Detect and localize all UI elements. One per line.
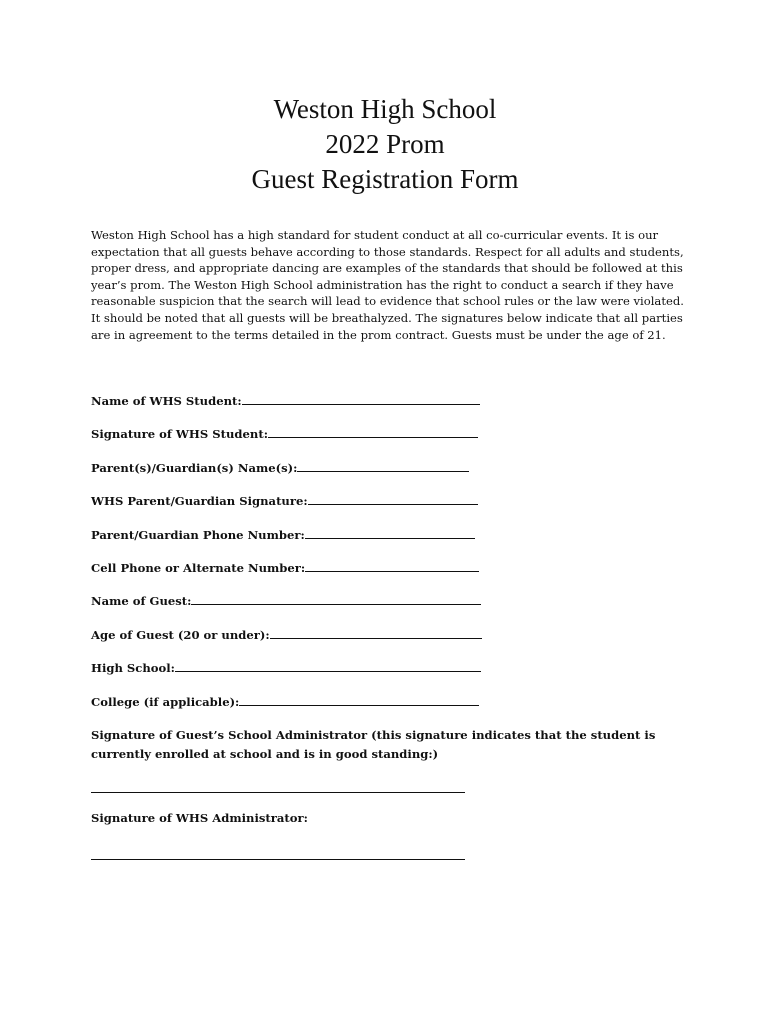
guest-school-admin-label: Signature of Guest’s School Administrator (this signature indicates that the student is currently enrolled at school and is in good standing:): [91, 728, 656, 761]
parent-names-line[interactable]: [297, 460, 469, 472]
intro-paragraph-conduct: Weston High School has a high standard for student conduct at all co-curricular events. It is our expectation that all guests behave according to those standards. Respect for all adults and students, proper dress, and appropriate dancing are examples of the standards that should be followed at this year’s prom. The Weston High School administration has the right to conduct a search if they have reasonable suspicion that the search will lead to evidence that school rules or the law were violated.: [91, 228, 684, 309]
parent-names-field[interactable]: [91, 460, 691, 493]
parent-names-label: Parent(s)/Guardian(s) Name(s):: [91, 460, 298, 475]
whs-student-name-field[interactable]: [91, 393, 691, 426]
whs-student-name-line[interactable]: [242, 393, 480, 405]
parent-signature-field[interactable]: [91, 493, 691, 526]
cell-phone-label: Cell Phone or Alternate Number:: [91, 560, 306, 575]
intro-paragraph-breathalyzer: It should be noted that all guests will be breathalyzed. The signatures below indicate that all parties are in agreement to the terms detailed in the prom contract. Guests must be under the age of 21.: [91, 310, 683, 342]
college-line[interactable]: [239, 694, 479, 706]
high-school-line[interactable]: [175, 660, 481, 672]
event-heading: 2022 Prom: [325, 129, 445, 159]
college-field[interactable]: [91, 694, 691, 727]
whs-student-name-label: Name of WHS Student:: [91, 394, 242, 408]
parent-phone-field[interactable]: [91, 527, 691, 560]
parent-signature-line[interactable]: [308, 493, 478, 505]
guest-age-label: Age of Guest (20 or under):: [91, 627, 270, 642]
parent-signature-label: WHS Parent/Guardian Signature:: [91, 494, 308, 509]
school-name-heading: Weston High School: [273, 94, 497, 124]
guest-name-line[interactable]: [191, 593, 481, 605]
high-school-label: High School:: [91, 661, 175, 676]
form-title: [0, 92, 770, 197]
whs-admin-signature-line[interactable]: [91, 859, 465, 860]
high-school-field[interactable]: [91, 660, 691, 693]
guest-school-admin-signature-line[interactable]: [91, 792, 465, 793]
guest-age-field[interactable]: [91, 627, 691, 660]
cell-phone-field[interactable]: [91, 560, 691, 593]
cell-phone-line[interactable]: [305, 560, 479, 572]
whs-admin-label: Signature of WHS Administrator:: [91, 811, 308, 825]
parent-phone-label: Parent/Guardian Phone Number:: [91, 527, 305, 542]
guest-age-line[interactable]: [270, 627, 482, 639]
parent-phone-line[interactable]: [305, 527, 475, 539]
registration-fields: [91, 393, 691, 727]
intro-text: [91, 227, 691, 343]
whs-student-signature-label: Signature of WHS Student:: [91, 427, 268, 442]
guest-name-label: Name of Guest:: [91, 594, 192, 609]
whs-student-signature-line[interactable]: [268, 426, 478, 438]
whs-student-signature-field[interactable]: [91, 426, 691, 459]
form-name-heading: Guest Registration Form: [251, 164, 519, 194]
college-label: College (if applicable):: [91, 694, 240, 709]
guest-name-field[interactable]: [91, 593, 691, 626]
